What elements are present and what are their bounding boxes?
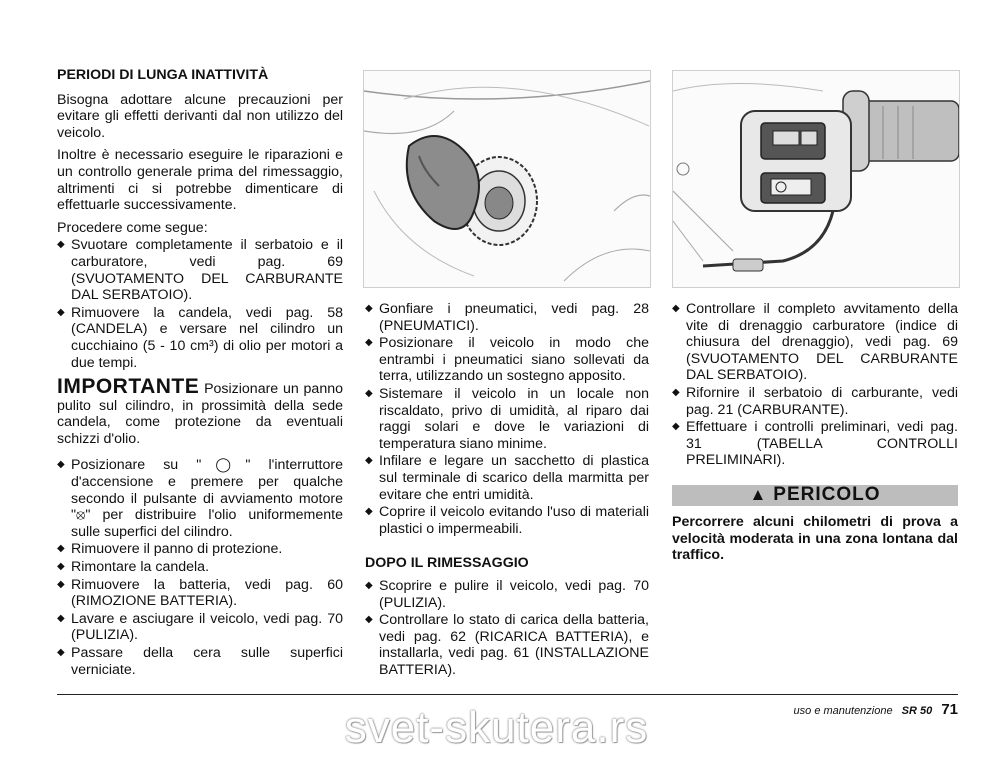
- paragraph: Procedere come segue:: [57, 219, 208, 236]
- list-item: ◆ Rimuovere la batteria, vedi pag. 60 (RIMOZIONE BATTERIA).: [57, 577, 343, 610]
- procedure-list: [672, 301, 958, 469]
- column-left: [57, 67, 343, 679]
- list-item: ◆ Coprire il veicolo evitando l'uso di materiali plastici o impermeabili.: [365, 504, 649, 537]
- list-item: ◆ Infilare e legare un sacchetto di plastica sul terminale di scarico della marmitta per evitare che entri umidità.: [365, 453, 649, 503]
- fuel-cap-drawing: [364, 71, 650, 287]
- list-item: ◆ Lavare e asciugare il veicolo, vedi pag. 70 (PULIZIA).: [57, 611, 343, 644]
- procedure-list: [57, 237, 343, 371]
- list-item: ◆ Rifornire il serbatoio di carburante, vedi pag. 21 (CARBURANTE).: [672, 385, 958, 418]
- procedure-list: [365, 578, 649, 679]
- column-middle: [365, 301, 649, 679]
- list-item: ◆ Passare della cera sulle superfici verniciate.: [57, 645, 343, 678]
- list-item: ◆ Posizionare il veicolo in modo che entrambi i pneumatici siano sollevati da terra, utilizzando un sostegno apposito.: [365, 335, 649, 385]
- list-item: ◆ Gonfiare i pneumatici, vedi pag. 28 (PNEUMATICI).: [365, 301, 649, 334]
- danger-banner: [672, 485, 958, 506]
- section-subheading: DOPO IL RIMESSAGGIO: [365, 555, 529, 572]
- list-item: ◆ Svuotare completamente il serbatoio e il carburatore, vedi pag. 69 (SVUOTAMENTO DEL CARBURANTE DAL SERBATOIO).: [57, 237, 343, 303]
- watermark: svet-skutera.rs: [344, 703, 649, 752]
- list-item: ◆ Rimuovere il panno di protezione.: [57, 541, 343, 558]
- paragraph: Inoltre è necessario eseguire le riparazioni e un controllo generale prima del rimessaggio, altrimenti ci si potrebbe dimenticare di effettuarle successivamente.: [57, 147, 343, 214]
- column-right: [672, 301, 958, 564]
- list-item: ◆ Scoprire e pulire il veicolo, vedi pag. 70 (PULIZIA).: [365, 578, 649, 611]
- warning-triangle-icon: ▲: [749, 485, 768, 505]
- page-number: 71: [941, 701, 958, 718]
- list-item: ◆ Posizionare su "◯" l'interruttore d'accensione e premere per qualche secondo il pulsante di avviamento motore "⦻" per distribuire l'olio uniformemente sulle superfici del cilindro.: [57, 457, 343, 540]
- list-item: ◆ Rimuovere la candela, vedi pag. 58 (CANDELA) e versare nel cilindro un cucchiaino (5 - 10 cm³) di olio per motori a due tempi.: [57, 305, 343, 371]
- procedure-list: [57, 457, 343, 678]
- handlebar-switch-illustration: [672, 70, 960, 288]
- danger-title: PERICOLO: [773, 484, 881, 506]
- paragraph: Bisogna adottare alcune precauzioni per evitare gli effetti derivanti dal non utilizzo del veicolo.: [57, 91, 343, 141]
- manual-name: uso e manutenzione: [793, 705, 893, 717]
- list-item: ◆ Effettuare i controlli preliminari, vedi pag. 31 (TABELLA CONTROLLI PRELIMINARI).: [672, 419, 958, 469]
- list-item: ◆ Rimontare la candela.: [57, 559, 343, 576]
- section-heading: PERIODI DI LUNGA INATTIVITÀ: [57, 67, 269, 83]
- procedure-list: [365, 301, 649, 537]
- fuel-cap-illustration: [363, 70, 651, 288]
- important-label: IMPORTANTE: [57, 375, 200, 399]
- footer-divider: [57, 694, 958, 695]
- list-item: ◆ Controllare il completo avvitamento della vite di drenaggio carburatore (indice di chiusura del drenaggio), vedi pag. 69 (SVUOTAMENTO DEL CARBURANTE DAL SERBATOIO).: [672, 301, 958, 384]
- handlebar-drawing: [673, 71, 959, 287]
- important-text: Posizionare un panno pulito sul cilindro, in prossimità della sede candela, come protezione da eventuali schizzi d'olio.: [57, 381, 343, 447]
- model-name: SR 50: [901, 705, 933, 717]
- list-item: ◆ Controllare lo stato di carica della batteria, vedi pag. 62 (RICARICA BATTERIA), e installarla, vedi pag. 61 (INSTALLAZIONE BATTERIA).: [365, 612, 649, 678]
- list-item: ◆ Sistemare il veicolo in un locale non riscaldato, privo di umidità, al riparo dai raggi solari e dove le variazioni di temperatura siano minime.: [365, 386, 649, 452]
- important-note: [57, 375, 343, 447]
- danger-text: Percorrere alcuni chilometri di prova a velocità moderata in una zona lontana dal traffico.: [672, 513, 958, 564]
